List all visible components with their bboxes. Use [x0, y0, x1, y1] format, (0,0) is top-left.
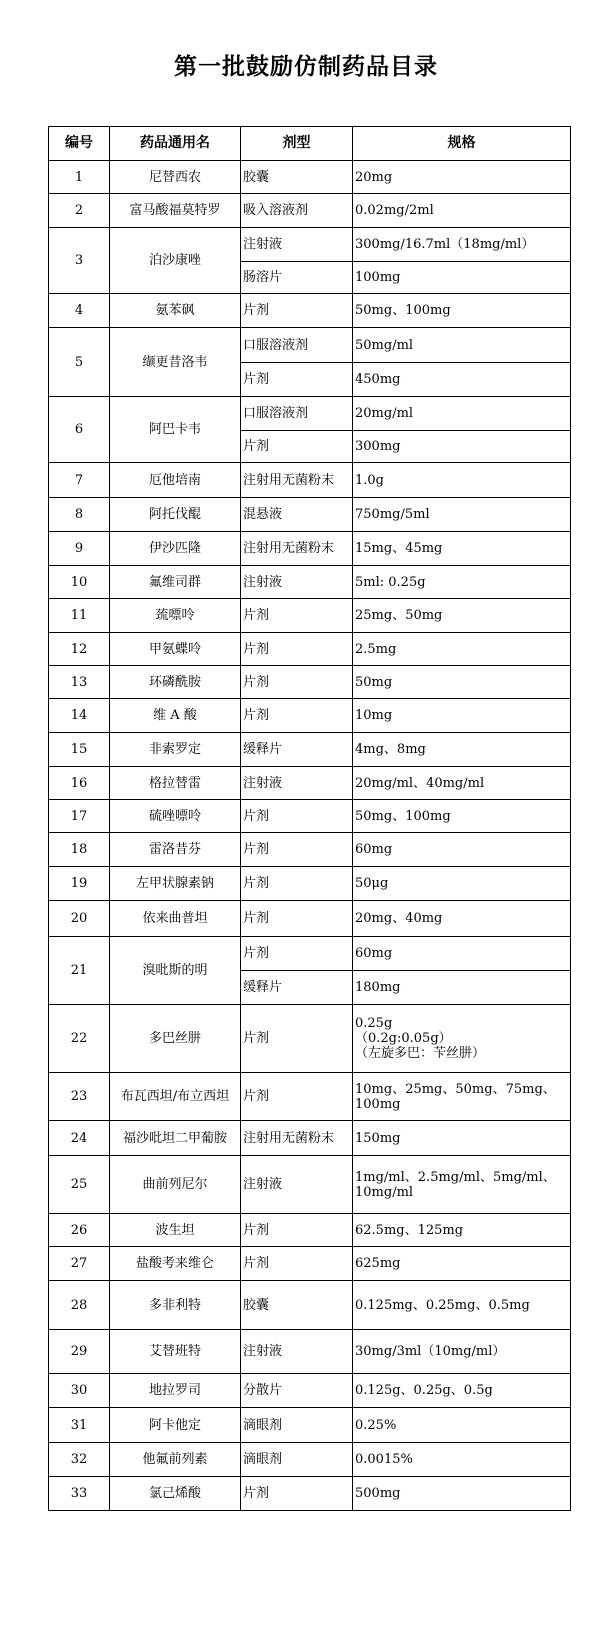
- drug-name: 甲氨蝶呤: [110, 633, 241, 666]
- drug-name: 环磷酰胺: [110, 666, 241, 699]
- table-row: [49, 599, 571, 633]
- drug-name: 左甲状腺素钠: [110, 867, 241, 901]
- dosage-form: 片剂: [241, 699, 353, 733]
- specification: [353, 1281, 571, 1330]
- specification-line: 1mg/ml、2.5mg/ml、5mg/ml、: [355, 1169, 556, 1185]
- dosage-form: 注射液: [241, 767, 353, 800]
- table-row: [49, 397, 571, 431]
- table-row: [49, 733, 571, 767]
- table-row: [49, 294, 571, 328]
- entry-number: 3: [49, 228, 110, 294]
- specification-line: 150mg: [355, 1130, 401, 1146]
- drug-name: 氟维司群: [110, 566, 241, 599]
- dosage-form: 片剂: [241, 666, 353, 699]
- entry-number: 15: [49, 733, 110, 767]
- table-row: [49, 194, 571, 228]
- dosage-form: 片剂: [241, 599, 353, 633]
- drug-name: 阿托伐醌: [110, 498, 241, 532]
- entry-number: 20: [49, 901, 110, 937]
- table-row: [49, 1073, 571, 1121]
- specification-line: 2.5mg: [355, 641, 397, 657]
- specification-line: 0.25%: [355, 1417, 397, 1433]
- entry-number: 13: [49, 666, 110, 699]
- table-header-row: [49, 127, 571, 161]
- drug-name: 氯己烯酸: [110, 1477, 241, 1511]
- specification-line: 60mg: [355, 842, 393, 857]
- entry-number: 11: [49, 599, 110, 633]
- entry-number: 23: [49, 1073, 110, 1121]
- table-row: [49, 228, 571, 262]
- dosage-form: 滴眼剂: [241, 1443, 353, 1477]
- entry-number: 17: [49, 800, 110, 833]
- entry-number: 25: [49, 1156, 110, 1214]
- dosage-form: 片剂: [241, 901, 353, 937]
- dosage-form: 片剂: [241, 363, 353, 397]
- header-drug-name: 药品通用名: [110, 127, 241, 161]
- table-row: [49, 1477, 571, 1511]
- entry-number: 33: [49, 1477, 110, 1511]
- dosage-form: 胶囊: [241, 1281, 353, 1330]
- specification-line: 25mg、50mg: [355, 608, 443, 623]
- dosage-form: 片剂: [241, 1073, 353, 1121]
- specification-line: 50mg/ml: [355, 337, 414, 353]
- drug-list-table: [48, 126, 571, 1511]
- dosage-form: 口服溶液剂: [241, 397, 353, 431]
- dosage-form: 吸入溶液剂: [241, 194, 353, 228]
- entry-number: 22: [49, 1005, 110, 1073]
- entry-number: 10: [49, 566, 110, 599]
- table-row: [49, 833, 571, 867]
- dosage-form: 片剂: [241, 867, 353, 901]
- specification: [353, 294, 571, 328]
- drug-name: 硫唑嘌呤: [110, 800, 241, 833]
- specification: [353, 1073, 571, 1121]
- entry-number: 30: [49, 1374, 110, 1408]
- specification: [353, 498, 571, 532]
- specification-line: 20mg/ml: [355, 406, 414, 421]
- entry-number: 12: [49, 633, 110, 666]
- table-row: [49, 867, 571, 901]
- dosage-form: 分散片: [241, 1374, 353, 1408]
- table-row: [49, 566, 571, 599]
- table-row: [49, 1330, 571, 1374]
- specification: [353, 566, 571, 599]
- specification: [353, 767, 571, 800]
- entry-number: 8: [49, 498, 110, 532]
- specification: [353, 328, 571, 363]
- specification: [353, 431, 571, 463]
- drug-name: 缬更昔洛韦: [110, 328, 241, 397]
- specification: [353, 1214, 571, 1247]
- specification: [353, 1408, 571, 1443]
- dosage-form: 注射液: [241, 228, 353, 262]
- specification-line: 50mg、100mg: [355, 808, 451, 824]
- specification: [353, 1156, 571, 1214]
- specification-line: 30mg/3ml（10mg/ml）: [355, 1344, 506, 1359]
- dosage-form: 片剂: [241, 1477, 353, 1511]
- specification-line: 60mg: [355, 946, 393, 961]
- specification: [353, 161, 571, 194]
- drug-name: 曲前列尼尔: [110, 1156, 241, 1214]
- specification-line: 4mg、8mg: [355, 742, 426, 757]
- drug-name: 巯嘌呤: [110, 599, 241, 633]
- drug-name: 多非利特: [110, 1281, 241, 1330]
- dosage-form: 注射用无菌粉末: [241, 463, 353, 498]
- drug-name: 溴吡斯的明: [110, 937, 241, 1005]
- drug-name: 地拉罗司: [110, 1374, 241, 1408]
- specification-line: 300mg: [355, 439, 401, 454]
- page-title: 第一批鼓励仿制药品目录: [174, 53, 438, 80]
- dosage-form: 注射液: [241, 1156, 353, 1214]
- drug-name: 阿卡他定: [110, 1408, 241, 1443]
- dosage-form: 片剂: [241, 633, 353, 666]
- specification-line: 20mg/ml、40mg/ml: [355, 775, 485, 791]
- entry-number: 28: [49, 1281, 110, 1330]
- entry-number: 26: [49, 1214, 110, 1247]
- specification: [353, 833, 571, 867]
- drug-name: 富马酸福莫特罗: [110, 194, 241, 228]
- table-row: [49, 1005, 571, 1073]
- entry-number: 31: [49, 1408, 110, 1443]
- specification-line: 10mg: [355, 708, 393, 723]
- table-row: [49, 532, 571, 566]
- table-row: [49, 1247, 571, 1281]
- specification: [353, 463, 571, 498]
- specification: [353, 599, 571, 633]
- entry-number: 16: [49, 767, 110, 800]
- specification-line: 5ml: 0.25g: [355, 574, 426, 590]
- dosage-form: 片剂: [241, 294, 353, 328]
- specification: [353, 262, 571, 294]
- specification: [353, 1121, 571, 1156]
- entry-number: 5: [49, 328, 110, 397]
- specification-line: 0.02mg/2ml: [355, 203, 434, 218]
- drug-name: 维 A 酸: [110, 699, 241, 733]
- header-specification: 规格: [353, 127, 571, 161]
- entry-number: 21: [49, 937, 110, 1005]
- drug-name: 格拉替雷: [110, 767, 241, 800]
- dosage-form: 片剂: [241, 937, 353, 971]
- specification: [353, 800, 571, 833]
- specification: [353, 633, 571, 666]
- drug-name: 依来曲普坦: [110, 901, 241, 937]
- specification: [353, 901, 571, 937]
- dosage-form: 注射液: [241, 1330, 353, 1374]
- table-row: [49, 1408, 571, 1443]
- entry-number: 6: [49, 397, 110, 463]
- specification-line: 0.125g、0.25g、0.5g: [355, 1383, 493, 1398]
- drug-name: 泊沙康唑: [110, 228, 241, 294]
- table-body: [49, 161, 571, 1511]
- drug-name: 雷洛昔芬: [110, 833, 241, 867]
- drug-name: 波生坦: [110, 1214, 241, 1247]
- dosage-form: 注射用无菌粉末: [241, 532, 353, 566]
- dosage-form: 胶囊: [241, 161, 353, 194]
- table-row: [49, 1443, 571, 1477]
- specification-line: 50mg、100mg: [355, 303, 451, 318]
- specification-line: 1.0g: [355, 472, 384, 488]
- drug-name: 布瓦西坦/布立西坦: [110, 1073, 241, 1121]
- dosage-form: 注射用无菌粉末: [241, 1121, 353, 1156]
- specification-line: 0.125mg、0.25mg、0.5mg: [355, 1297, 530, 1313]
- drug-name: 非索罗定: [110, 733, 241, 767]
- dosage-form: 缓释片: [241, 971, 353, 1005]
- specification: [353, 1247, 571, 1281]
- header-dosage-form: 剂型: [241, 127, 353, 161]
- specification-line: 50μg: [355, 876, 389, 891]
- specification-line: 0.25g: [355, 1016, 393, 1031]
- entry-number: 24: [49, 1121, 110, 1156]
- entry-number: 7: [49, 463, 110, 498]
- table-row: [49, 498, 571, 532]
- drug-name: 多巴丝肼: [110, 1005, 241, 1073]
- entry-number: 2: [49, 194, 110, 228]
- table-row: [49, 800, 571, 833]
- table-row: [49, 767, 571, 800]
- specification-line: 100mg: [355, 1096, 401, 1112]
- specification: [353, 1443, 571, 1477]
- entry-number: 29: [49, 1330, 110, 1374]
- specification-line: 100mg: [355, 270, 401, 285]
- dosage-form: 滴眼剂: [241, 1408, 353, 1443]
- specification: [353, 1477, 571, 1511]
- specification-line: 450mg: [355, 372, 401, 387]
- dosage-form: 片剂: [241, 833, 353, 867]
- dosage-form: 片剂: [241, 431, 353, 463]
- table-row: [49, 1374, 571, 1408]
- specification: [353, 1005, 571, 1073]
- table-row: [49, 666, 571, 699]
- specification-line: 750mg/5ml: [355, 507, 430, 522]
- entry-number: 14: [49, 699, 110, 733]
- dosage-form: 片剂: [241, 1247, 353, 1281]
- dosage-form: 片剂: [241, 1005, 353, 1073]
- table-row: [49, 463, 571, 498]
- entry-number: 19: [49, 867, 110, 901]
- table-row: [49, 901, 571, 937]
- specification-line: 20mg、40mg: [355, 911, 443, 926]
- specification: [353, 363, 571, 397]
- drug-name: 伊沙匹隆: [110, 532, 241, 566]
- specification: [353, 937, 571, 971]
- specification: [353, 397, 571, 431]
- entry-number: 4: [49, 294, 110, 328]
- specification-line: （0.2g:0.05g）: [355, 1031, 452, 1046]
- drug-name: 盐酸考来维仑: [110, 1247, 241, 1281]
- specification-line: 10mg/ml: [355, 1184, 414, 1200]
- drug-name: 氨苯砜: [110, 294, 241, 328]
- specification-line: 180mg: [355, 980, 401, 995]
- specification: [353, 666, 571, 699]
- specification-line: 500mg: [355, 1486, 401, 1501]
- entry-number: 9: [49, 532, 110, 566]
- dosage-form: 混悬液: [241, 498, 353, 532]
- dosage-form: 口服溶液剂: [241, 328, 353, 363]
- drug-name: 阿巴卡韦: [110, 397, 241, 463]
- entry-number: 27: [49, 1247, 110, 1281]
- table-row: [49, 937, 571, 971]
- entry-number: 32: [49, 1443, 110, 1477]
- specification-line: 20mg: [355, 169, 393, 185]
- dosage-form: 缓释片: [241, 733, 353, 767]
- table-row: [49, 1214, 571, 1247]
- specification: [353, 1374, 571, 1408]
- specification: [353, 733, 571, 767]
- drug-name: 艾替班特: [110, 1330, 241, 1374]
- table-row: [49, 1281, 571, 1330]
- table-row: [49, 328, 571, 363]
- table-row: [49, 1121, 571, 1156]
- drug-name: 厄他培南: [110, 463, 241, 498]
- dosage-form: 片剂: [241, 1214, 353, 1247]
- dosage-form: 片剂: [241, 800, 353, 833]
- drug-name: 福沙吡坦二甲葡胺: [110, 1121, 241, 1156]
- specification: [353, 699, 571, 733]
- specification: [353, 532, 571, 566]
- dosage-form: 肠溶片: [241, 262, 353, 294]
- specification-line: 300mg/16.7ml（18mg/ml）: [355, 237, 535, 252]
- specification: [353, 971, 571, 1005]
- table-row: [49, 1156, 571, 1214]
- specification-line: 0.0015%: [355, 1452, 413, 1467]
- table-row: [49, 699, 571, 733]
- specification-line: 10mg、25mg、50mg、75mg、: [355, 1081, 556, 1097]
- specification: [353, 867, 571, 901]
- specification-line: 15mg、45mg: [355, 541, 443, 556]
- specification: [353, 194, 571, 228]
- drug-name: 尼替西农: [110, 161, 241, 194]
- specification-line: （左旋多巴：苄丝肼）: [355, 1046, 486, 1061]
- table-row: [49, 633, 571, 666]
- drug-name: 他氟前列素: [110, 1443, 241, 1477]
- entry-number: 1: [49, 161, 110, 194]
- entry-number: 18: [49, 833, 110, 867]
- table-row: [49, 161, 571, 194]
- header-number: 编号: [49, 127, 110, 161]
- dosage-form: 注射液: [241, 566, 353, 599]
- specification: [353, 1330, 571, 1374]
- specification-line: 50mg: [355, 674, 393, 690]
- specification-line: 62.5mg、125mg: [355, 1222, 464, 1238]
- specification: [353, 228, 571, 262]
- specification-line: 625mg: [355, 1256, 401, 1271]
